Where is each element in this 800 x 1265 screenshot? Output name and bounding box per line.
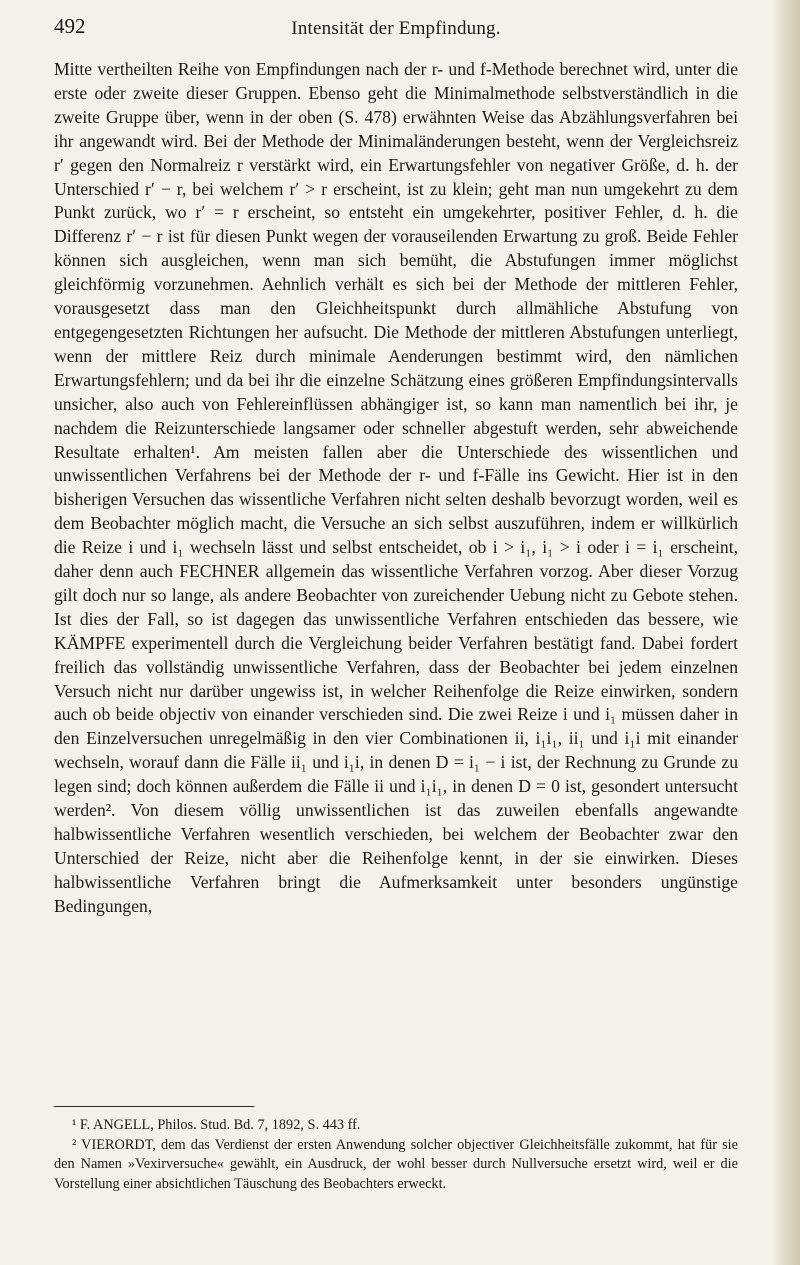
footnote-divider	[54, 1106, 254, 1107]
page-edge-shadow	[772, 0, 800, 1265]
page-header	[54, 14, 738, 44]
page-number: 492	[54, 14, 86, 38]
footnotes	[54, 1116, 738, 1194]
footnote-1: ¹ F. ANGELL, Philos. Stud. Bd. 7, 1892, S. 443 ff.	[72, 1117, 361, 1133]
footnote-2: ² VIERORDT, dem das Verdienst der ersten Anwendung solcher objectiver Gleichheitsfälle zukommt, hat für sie den Namen »Vexirversuche« gewählt, ein Ausdruck, der wohl besser durch Nullversuche ersetzt wird, weil er die Vorstellung einer absichtlichen Täuschung des Beobachters erweckt.	[54, 1136, 738, 1192]
body-paragraph: Mitte vertheilten Reihe von Empfindungen nach der r- und f-Methode berechnet wird, unter die erste oder zweite dieser Gruppen. Ebenso geht die Minimalmethode selbstverständlich in die zweite Gruppe über, wenn in der oben (S. 478) erwähnten Weise das Abzählungsverfahren bei ihr angewandt wird. Bei der Methode der Minimaländerungen besteht, wenn der Vergleichsreiz r′ gegen den Normalreiz r verstärkt wird, ein Erwartungsfehler von negativer Größe, d. h. der Unterschied r′ − r, bei welchem r′ > r erscheint, ist zu klein; geht man nun umgekehrt zu dem Punkt zurück, wo r′ = r erscheint, so entsteht ein umgekehrter, positiver Fehler, d. h. die Differenz r′ − r ist für diesen Punkt wegen der vorauseilenden Erwartung zu groß. Beide Fehler können sich ausgleichen, wenn man sich bemüht, die Abstufungen immer möglichst gleichförmig vorzunehmen. Aehnlich verhält es sich bei der Methode der mittleren Fehler, vorausgesetzt dass man den Gleichheitspunkt durch allmähliche Abstufung von entgegengesetzten Richtungen her aufsucht. Die Methode der mittleren Abstufungen unterliegt, wenn der mittlere Reiz durch minimale Aenderungen bestimmt wird, den nämlichen Erwartungsfehlern; und da bei ihr die einzelne Schätzung eines größeren Empfindungsintervalls unsicher, also auch von Fehlereinflüssen abhängiger ist, so kann man namentlich bei ihr, je nachdem die Reizunterschiede langsamer oder schneller abgestuft werden, sehr abweichende Resultate erhalten¹. Am meisten fallen aber die Unterschiede des wissentlichen und unwissentlichen Verfahrens bei der Methode der r- und f-Fälle ins Gewicht. Hier ist in den bisherigen Versuchen das wissentliche Verfahren nicht selten deshalb bevorzugt worden, weil es dem Beobachter möglich macht, die Versuche an sich selbst auszuführen, indem er willkürlich die Reize i und i₁ wechseln lässt und selbst entscheidet, ob i > i₁, i₁ > i oder i = i₁ erscheint, daher denn auch FECHNER allgemein das wissentliche Verfahren vorzog. Aber dieser Vorzug gilt doch nur so lange, als andere Beobachter von zureichender Uebung nicht zu Gebote stehen. Ist dies der Fall, so ist dagegen das unwissentliche Verfahren entschieden das bessere, wie KÄMPFE experimentell durch die Vergleichung beider Verfahren bestätigt fand. Dabei fordert freilich das vollständig unwissentliche Verfahren, dass der Beobachter bei jedem einzelnen Versuch nicht nur darüber ungewiss ist, in welcher Reihenfolge die Reize einwirken, sondern auch ob beide objectiv von einander verschieden sind. Die zwei Reize i und i₁ müssen daher in den Einzelversuchen unregelmäßig in den vier Combinationen ii, i₁i₁, ii₁ und i₁i mit einander wechseln, worauf dann die Fälle ii₁ und i₁i, in denen D = i₁ − i ist, der Rechnung zu Grunde zu legen sind; doch können außerdem die Fälle ii und i₁i₁, in denen D = 0 ist, gesondert untersucht werden². Von diesem völlig unwissentlichen ist das zuweilen ebenfalls angewandte halbwissentliche Verfahren wesentlich verschieden, bei welchem der Beobachter zwar den Unterschied der Reize, nicht aber die Reihenfolge kennt, in der sie einwirken. Dieses halbwissentliche Verfahren bringt die Aufmerksamkeit unter besonders ungünstige Bedingungen,	[54, 59, 738, 916]
running-title: Intensität der Empfindung.	[291, 18, 501, 39]
main-text	[54, 58, 738, 919]
